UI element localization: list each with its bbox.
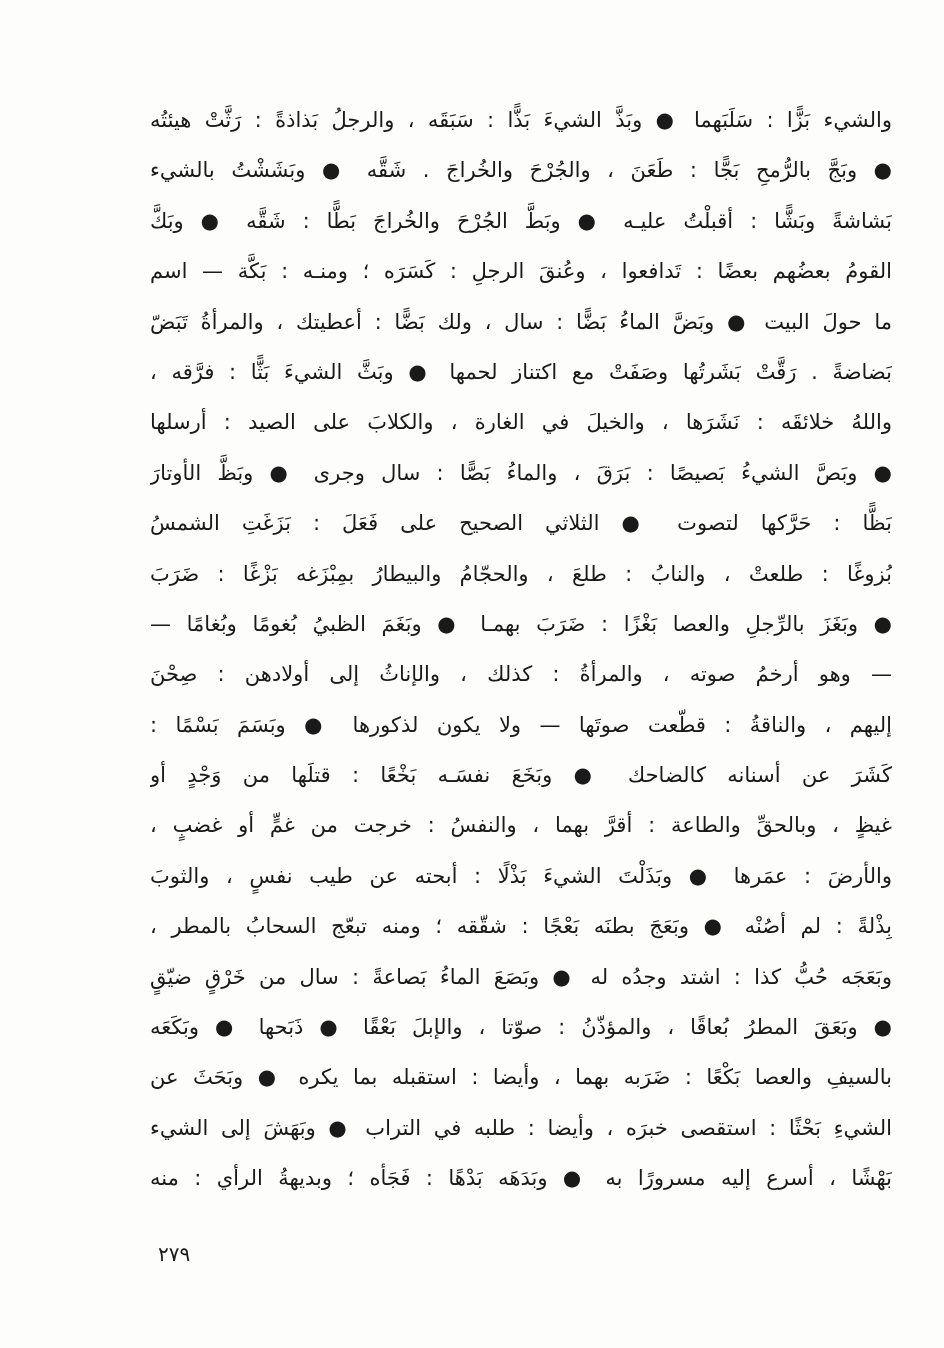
text-line: الشيءِ بَحْثًا : استقصى خبرَه ، وأيضا : طلبه في التراب ● وبَهَشَ إلى الشيء (150, 1115, 892, 1140)
text-line: ما حولَ البيت ● وبَضَّ الماءُ بَضًّا : سال ، ولك بَضًّا : أعطيتك ، والمرأةُ تَبَضّ (150, 309, 892, 334)
text-line: بَهْشًا ، أسرع إليه مسرورًا به ● وبَدَهَه بَدْهًا : فَجَأه ؛ وبديهةُ الرأي : منه (150, 1166, 892, 1191)
text-line: بَضاضةً . رَقَّتْ بَشَرتُها وصَفَتْ مع اكتناز لحمها ● وبَثَّ الشيءَ بَثًّا : فرَّقه ، (150, 359, 892, 384)
text-line: واللهُ خلائقَه : نَشَرَها ، والخيلَ في الغارة ، والكلابَ على الصيد : أرسلها (150, 410, 892, 435)
text-line: كَشَرَ عن أسنانه كالضاحك ● وبَخَعَ نفسَـه بَخْعًا : قتلَها من وَجْدٍ أو (150, 763, 892, 788)
text-line: بالسيفِ والعصا بَكْعًا : ضَرَبه بهما ، وأيضا : استقبله بما يكره ● وبَحَثَ عن (150, 1065, 892, 1090)
text-line: القومُ بعضُهم بعضًا : تَدافعوا ، وعُنقَ الرجلِ : كَسَرَه ؛ ومنـه : بَكَّة — اسم (150, 259, 892, 284)
text-line: — وهو أرخمُ صوته ، والمرأةُ : كذلك ، والإناثُ إلى أولادهن : صِحْنَ (150, 662, 892, 687)
text-line: إليهم ، والناقةُ : قطّعت صوتَها — ولا يكون لذكورها ● وبَسَمَ بَسْمًا : (150, 712, 892, 737)
body-text (150, 95, 892, 1204)
text-line: ● وبَعَقَ المطرُ بُعاقًا ، والمؤذّنُ : صوّتا ، والإبلَ بَعْقًا ● ذَبَحها ● وبَكَعَه (150, 1015, 892, 1040)
text-line: بَشاشةً وبَشًّا : أقبلْتُ عليـه ● وبَطَّ الجُرْحَ والخُراجَ بَطًّا : شَقَّه ● وبَكَّ (150, 208, 892, 233)
page-number: ٢٧٩ (158, 1242, 191, 1266)
text-line: غيظٍ ، وبالحقِّ والطاعة : أقرَّ بهما ، والنفسُ : خرجت من غمٍّ أو غضبٍ ، (150, 813, 892, 838)
text-line: ● وبَجَّ بالرُّمحِ بَجًّا : طَعَنَ ، والجُرْحَ والخُراجَ . شَقَّه ● وبَشَشْتُ بالشيء (150, 158, 892, 183)
text-line: والشيء بَزًّا : سَلَبَهما ● وبَذَّ الشيءَ بَذًّا : سَبَقَه ، والرجلُ بَذاذةً : رَثَّتْ هيئتُه (150, 108, 892, 132)
text-line: ● وبَغَزَ بالرِّجلِ والعصا بَغْزًا : ضَرَبَ بهمـا ● وبَغَمَ الظبيُ بُغومًا وبُغامًا — (150, 611, 892, 636)
text-line: بُزوغًا : طلعتْ ، والنابُ : طلعَ ، والحجّامُ والبيطارُ بمِبْزَغه بَزْغًا : ضَرَبَ (150, 561, 892, 586)
text-line: ● وبَصَّ الشيءُ بَصيصًا : بَرَقَ ، والماءُ بَصًّا : سال وجرى ● وبَظَّ الأوتارَ (150, 460, 892, 485)
text-line: وبَعَجَه حُبُّ كذا : اشتد وجدُه له ● وبَصَعَ الماءُ بَصاعةً : سال من خَرْقٍ ضيّقٍ (150, 964, 892, 989)
text-line: بِذْلةً : لم أصُنْه ● وبَعَجَ بطنَه بَعْجًا : شقّقه ؛ ومنه تبعّج السحابُ بالمطر ، (150, 914, 892, 939)
text-line: بَظًّا : حَرَّكها لتصوت ● الثلاثي الصحيح على فَعَلَ : بَزَغَتِ الشمسُ (150, 511, 892, 536)
text-line: والأرضَ : عمَرها ● وبَذَلْتَ الشيءَ بَذْلًا : أبحته عن طيب نفسٍ ، والثوبَ (150, 863, 892, 888)
